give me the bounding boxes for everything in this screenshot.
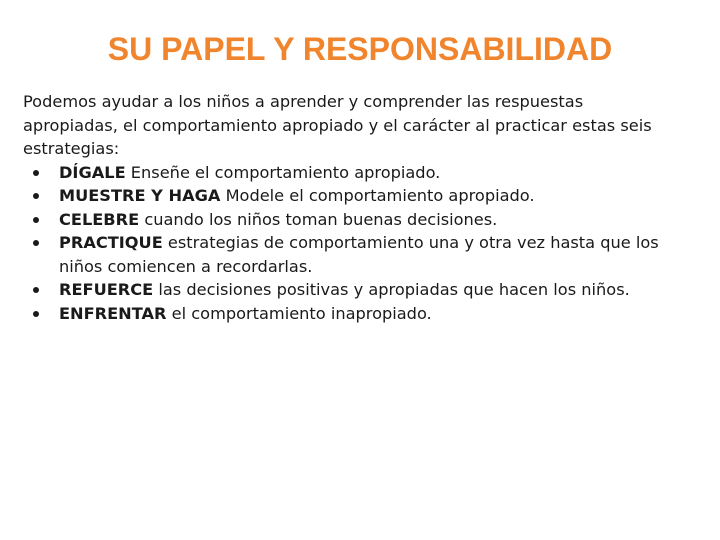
strategy-term: REFUERCE [59, 280, 154, 299]
strategy-term: ENFRENTAR [59, 303, 167, 323]
bullet-icon [33, 193, 39, 199]
strategy-item-celebre [23, 208, 683, 232]
strategy-description: Modele el comportamiento apropiado. [220, 186, 535, 205]
slide-body [23, 90, 683, 325]
slide-title: SU PAPEL Y RESPONSABILIDAD [107, 31, 613, 67]
strategy-item-enfrentar [23, 302, 683, 326]
strategy-term: MUESTRE Y HAGA [59, 186, 221, 205]
bullet-icon [33, 240, 39, 246]
strategy-item-muestre-y-haga [23, 184, 683, 208]
strategy-item-digale [23, 161, 683, 185]
strategy-term: PRACTIQUE [59, 233, 163, 252]
strategy-term: DÍGALE [59, 162, 126, 182]
strategy-term: CELEBRE [59, 209, 140, 229]
bullet-icon [33, 170, 39, 176]
strategy-description: las decisiones positivas y apropiadas que hacen los niños. [153, 280, 630, 299]
strategy-list [23, 161, 683, 326]
bullet-icon [33, 311, 39, 317]
strategy-description: estrategias de comportamiento una y otra vez hasta que los niños comiencen a recordarlas. [59, 233, 659, 276]
bullet-icon [33, 287, 39, 293]
strategy-description: cuando los niños toman buenas decisiones. [139, 209, 498, 229]
strategy-item-practique [23, 231, 683, 278]
strategy-description: el comportamiento inapropiado. [166, 303, 432, 323]
bullet-icon [33, 217, 39, 223]
strategy-description: Enseñe el comportamiento apropiado. [125, 162, 441, 182]
strategy-item-refuerce [23, 278, 683, 302]
intro-paragraph: Podemos ayudar a los niños a aprender y comprender las respuestas apropiadas, el comportamiento apropiado y el carácter al practicar estas seis estrategias: [23, 92, 652, 158]
